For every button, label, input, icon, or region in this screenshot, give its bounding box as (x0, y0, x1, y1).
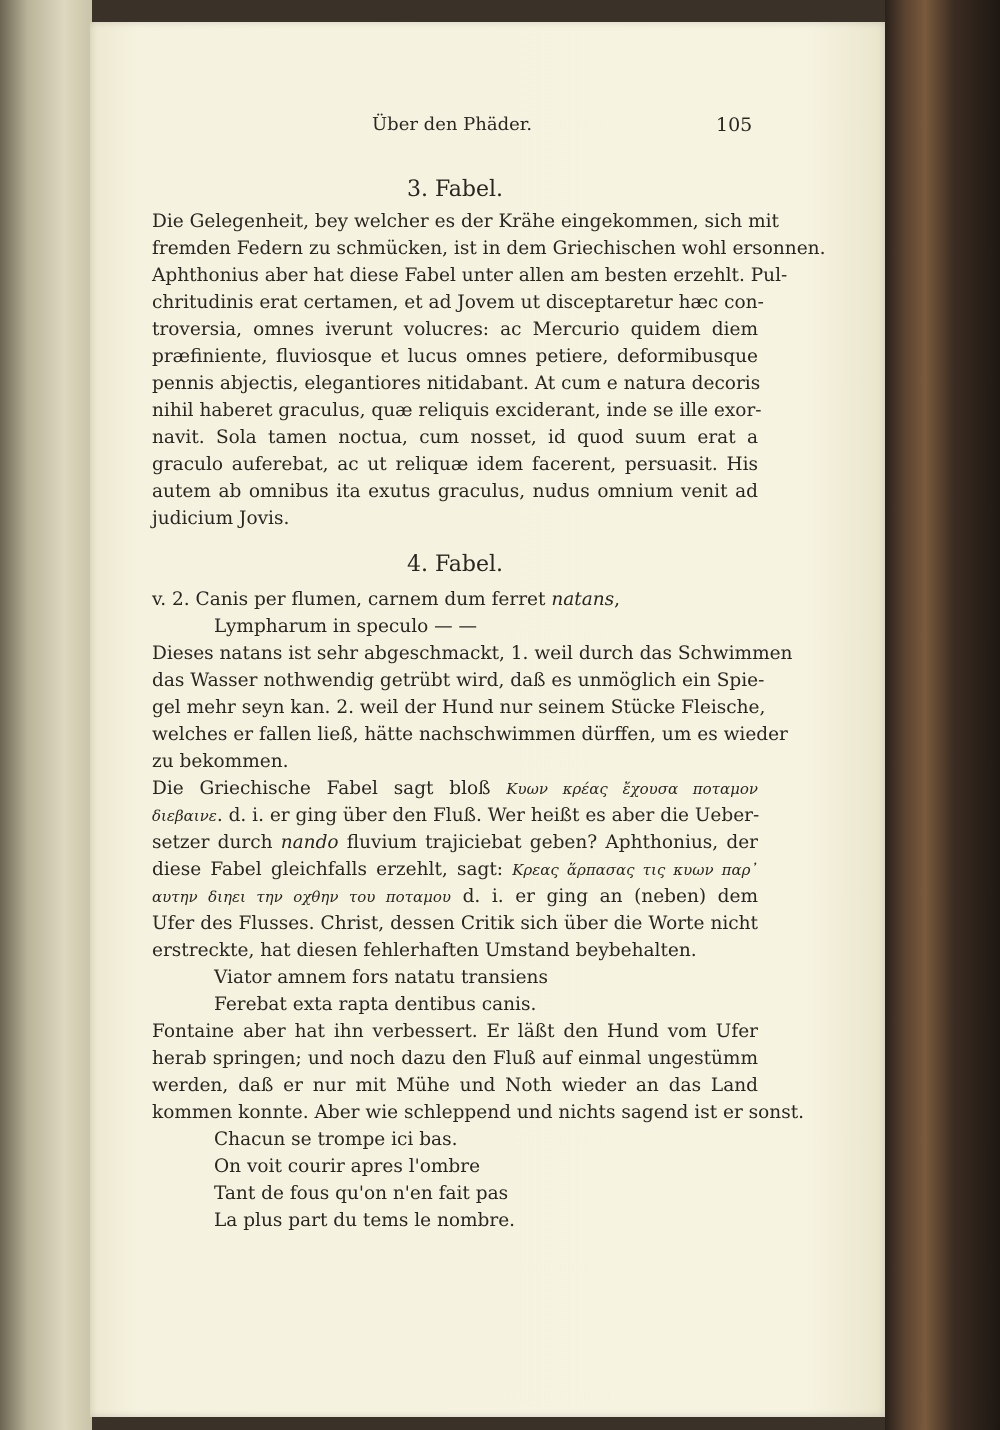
text-line (152, 586, 758, 613)
text-line (152, 1072, 758, 1099)
section-heading: 3. Fabel. (406, 177, 503, 202)
text-span: graculo auferebat, ac ut reliquæ idem facerent, persuasit. His (152, 454, 758, 475)
verse-line (152, 1153, 758, 1180)
text-span: Lympharum in speculo — — (214, 616, 478, 637)
text-span: La plus part du tems le nombre. (214, 1210, 516, 1231)
running-header-title: Über den Phäder. (372, 114, 533, 135)
text-line (152, 424, 758, 451)
italic-word: nando (280, 832, 339, 853)
page-number: 105 (716, 114, 753, 136)
text-span: v. 2. Canis per flumen, carnem dum ferret (152, 589, 552, 610)
text-line (152, 478, 758, 505)
verse-line (152, 991, 758, 1018)
text-line (152, 316, 758, 343)
text-line (152, 856, 758, 883)
text-span: Ufer des Flusses. Christ, dessen Critik sich über die Worte nicht (152, 913, 758, 934)
previous-page-edge (0, 0, 92, 1430)
text-line (152, 289, 764, 316)
text-line (152, 802, 758, 829)
text-span: gel mehr seyn kan. 2. weil der Hund nur seinem Stücke Fleische, (152, 697, 766, 718)
text-span: On voit courir apres l'ombre (214, 1156, 481, 1177)
text-line (152, 397, 762, 424)
text-line (152, 1018, 758, 1045)
text-span: nihil haberet graculus, quæ reliquis exciderant, inde se ille exor- (152, 400, 762, 421)
text-span: chritudinis erat certamen, et ad Jovem ut disceptaretur hæc con- (152, 292, 764, 313)
text-line (152, 721, 788, 748)
text-line (152, 748, 758, 775)
text-span: das Wasser nothwendig getrübt wird, daß es unmöglich ein Spie- (152, 670, 765, 691)
text-span: fremden Federn zu schmücken, ist in dem Griechischen wohl ersonnen. (152, 238, 826, 259)
text-span: Chacun se trompe ici bas. (214, 1129, 458, 1150)
text-span: præfiniente, fluviosque et lucus omnes petiere, deformibusque (152, 346, 758, 367)
italic-word: natans (551, 589, 615, 610)
text-span: setzer durch (152, 832, 281, 853)
text-span: herab springen; und noch dazu den Fluß auf einmal ungestümm (152, 1048, 758, 1069)
text-span: diese Fabel gleichfalls erzehlt, sagt: (152, 859, 513, 880)
text-line (152, 235, 826, 262)
text-line (152, 451, 758, 478)
section-heading: 4. Fabel. (406, 552, 503, 577)
verse-line (152, 1207, 758, 1234)
text-line (152, 694, 766, 721)
text-span: Dieses natans ist sehr abgeschmackt, 1. weil durch das Schwimmen (152, 643, 793, 664)
text-span: fluvium trajiciebat geben? Aphthonius, der (338, 832, 759, 853)
text-span: judicium Jovis. (152, 508, 290, 529)
text-line (152, 910, 758, 937)
text-line (152, 1099, 805, 1126)
verse-line (152, 964, 758, 991)
text-span: pennis abjectis, elegantiores nitidabant. At cum e natura decoris (152, 373, 761, 394)
greek-quote: διεβαινε (152, 807, 217, 825)
page-body (152, 172, 826, 1234)
text-span: kommen konnte. Aber wie schleppend und nichts sagend ist er sonst. (152, 1102, 805, 1123)
text-span: Ferebat exta rapta dentibus canis. (214, 994, 537, 1015)
text-span: navit. Sola tamen noctua, cum nosset, id quod suum erat a (152, 427, 758, 448)
text-line (152, 775, 758, 802)
text-span: troversia, omnes iverunt volucres: ac Mercurio quidem diem (152, 319, 758, 340)
text-span: Fontaine aber hat ihn verbessert. Er läßt den Hund vom Ufer (152, 1021, 758, 1042)
text-line (152, 640, 793, 667)
text-line (152, 667, 765, 694)
text-span: autem ab omnibus ita exutus graculus, nudus omnium venit ad (152, 481, 758, 502)
text-span: Viator amnem fors natatu transiens (214, 967, 548, 988)
text-span: Die Griechische Fabel sagt bloß (152, 778, 507, 799)
text-span: . d. i. er ging über den Fluß. Wer heißt es aber die Ueber- (216, 805, 760, 826)
verse-line (152, 1180, 758, 1207)
text-span: welches er fallen ließ, hätte nachschwimmen dürffen, um es wieder (152, 724, 788, 745)
text-span: Tant de fous qu'on n'en fait pas (214, 1183, 509, 1204)
text-line (152, 937, 758, 964)
verse-line (152, 613, 758, 640)
verse-line (152, 1126, 758, 1153)
text-span: zu bekommen. (152, 751, 289, 772)
text-line (152, 262, 788, 289)
greek-quote: αυτην διηει την οχθην του ποταμου (152, 888, 452, 906)
text-line (152, 208, 779, 235)
text-line (152, 829, 758, 856)
text-span: , (614, 589, 621, 610)
text-span: Die Gelegenheit, bey welcher es der Krähe eingekommen, sich mit (152, 211, 779, 232)
text-line (152, 1045, 758, 1072)
text-span: d. i. er ging an (neben) dem (451, 886, 758, 907)
text-line (152, 505, 758, 532)
text-line (152, 370, 761, 397)
text-span: werden, daß er nur mit Mühe und Noth wieder an das Land (152, 1075, 758, 1096)
text-span: erstreckte, hat diesen fehlerhaften Umstand beybehalten. (152, 940, 697, 961)
book-binding (885, 0, 1000, 1430)
text-line (152, 343, 758, 370)
text-line (152, 883, 758, 910)
greek-quote: Κυων κρέας ἔχουσα ποταμον (506, 780, 758, 798)
text-span: Aphthonius aber hat diese Fabel unter allen am besten erzehlt. Pul- (152, 265, 788, 286)
greek-quote: Κρεας ἅρπασας τις κυων παρ᾽ (512, 861, 758, 879)
